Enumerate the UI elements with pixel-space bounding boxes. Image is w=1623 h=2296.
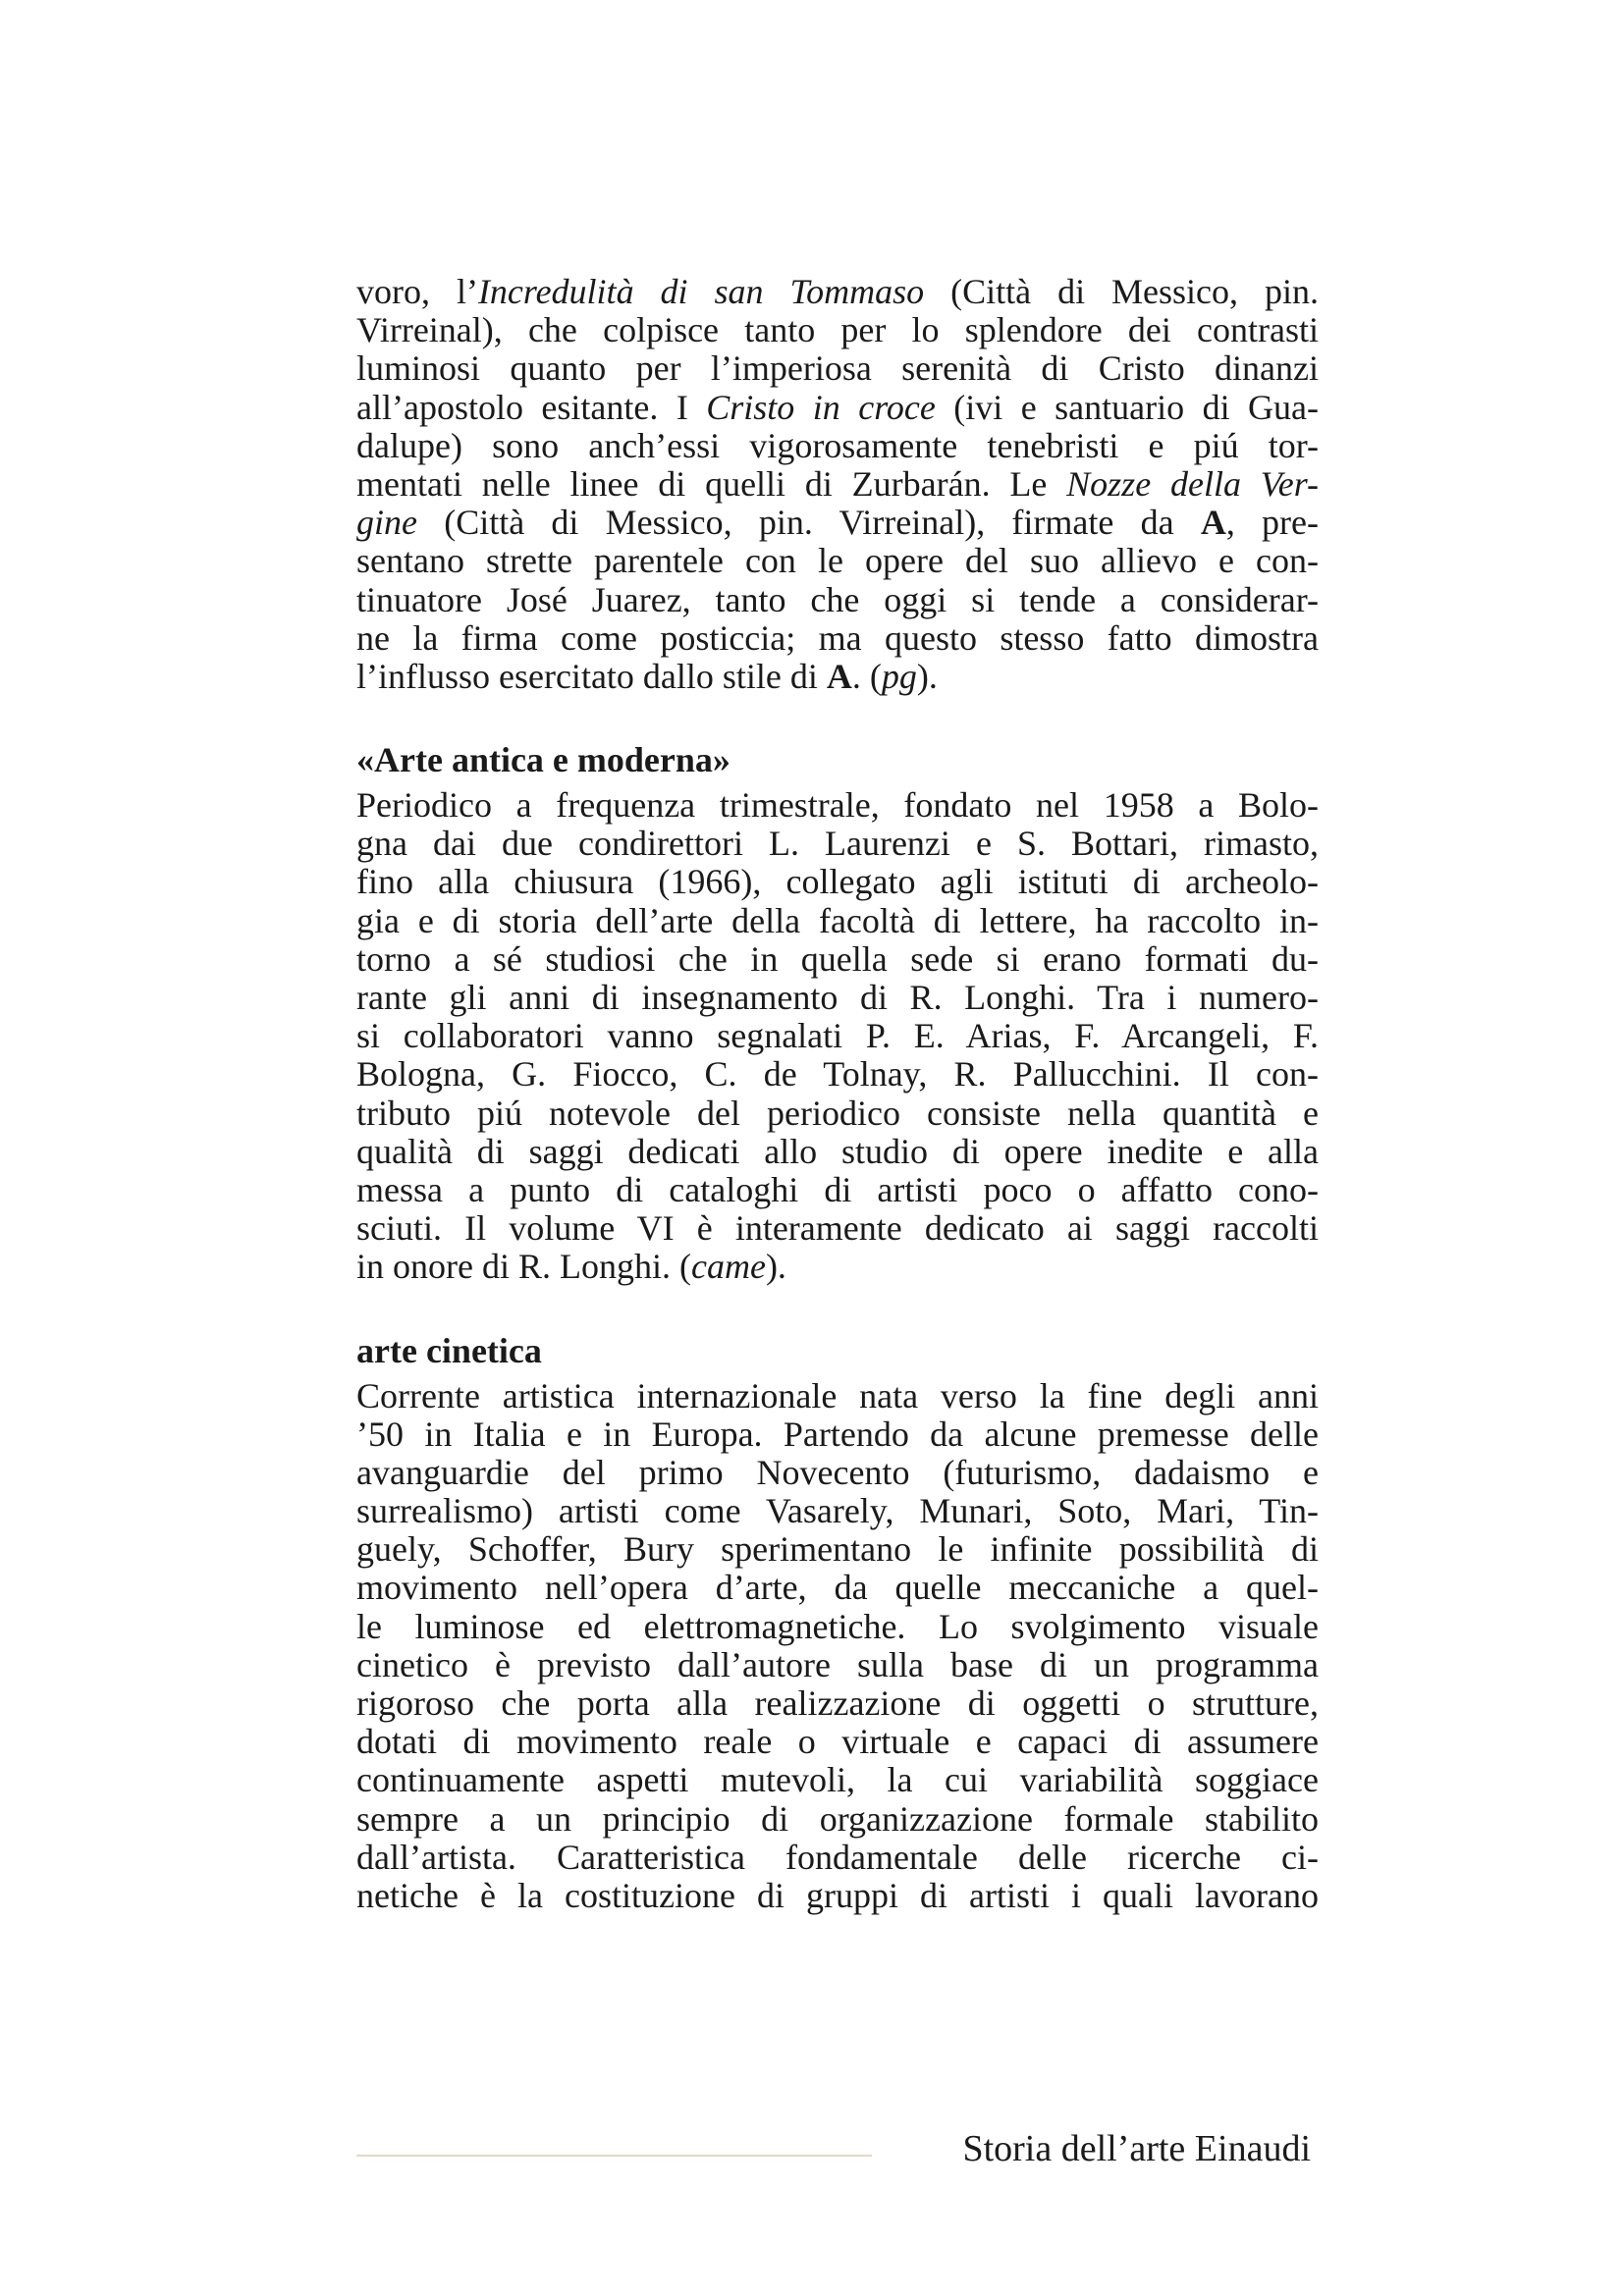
text-run: l’influsso esercitato dallo stile di (356, 656, 827, 696)
text-line: dall’artista. Caratteristica fondamentale delle ricerche ci- (356, 1837, 1319, 1877)
entry-paragraph (356, 1377, 1319, 1916)
text-line: gia e di storia dell’arte della facoltà di lettere, ha raccolto in- (356, 900, 1319, 940)
author-initials: came (690, 1247, 766, 1287)
text-line: Virreinal), che colpisce tanto per lo splendore dei contrasti (356, 310, 1319, 350)
text-line (356, 273, 1319, 311)
text-line: sentano strette parentele con le opere del suo allievo e con- (356, 541, 1319, 581)
text-line: gna dai due condirettori L. Laurenzi e S. Bottari, rimasto, (356, 824, 1319, 864)
footer-rule (356, 2155, 872, 2157)
text-line: ’50 in Italia e in Europa. Partendo da alcune premesse delle (356, 1414, 1319, 1454)
text-run: (ivi e santuario di Gua- (935, 387, 1319, 427)
text-line: movimento nell’opera d’arte, da quelle meccaniche a quel- (356, 1568, 1319, 1608)
text-run: mentati nelle linee di quelli di Zurbarán. Le (356, 463, 1067, 504)
footer-publication-title: Storia dell’arte Einaudi (962, 2128, 1311, 2169)
text-line: dotati di movimento reale o virtuale e capaci di assumere (356, 1722, 1319, 1762)
text-run: ). (916, 656, 938, 696)
entry-paragraph (356, 786, 1319, 1286)
text-run: ). (765, 1247, 786, 1287)
text-line: Bologna, G. Fiocco, C. de Tolnay, R. Pallucchini. Il con- (356, 1054, 1319, 1095)
author-initials: pg (881, 656, 917, 696)
page-body (356, 273, 1319, 1915)
text-line: Periodico a frequenza trimestrale, fondato nel 1958 a Bolo- (356, 785, 1319, 826)
text-line: rigoroso che porta alla realizzazione di oggetti o strutture, (356, 1683, 1319, 1723)
text-line: tinuatore José Juarez, tanto che oggi si tende a considerar- (356, 579, 1319, 619)
text-line: sciuti. Il volume VI è interamente dedicato ai saggi raccolti (356, 1208, 1319, 1249)
text-line (356, 504, 1319, 542)
text-line: Corrente artistica internazionale nata verso la fine degli anni (356, 1375, 1319, 1415)
text-line: messa a punto di cataloghi di artisti poco o affatto cono- (356, 1169, 1319, 1209)
entry-title: arte cinetica (356, 1330, 542, 1370)
text-run: all’apostolo esitante. I (356, 387, 707, 427)
text-line: torno a sé studiosi che in quella sede si erano formati du- (356, 938, 1319, 979)
text-line: tributo piú notevole del periodico consiste nella quantità e (356, 1093, 1319, 1133)
entry-continuation-paragraph (356, 273, 1319, 696)
text-line: cinetico è previsto dall’autore sulla base di un programma (356, 1644, 1319, 1684)
text-line (356, 389, 1319, 427)
text-line: guely, Schoffer, Bury sperimentano le infinite possibilità di (356, 1529, 1319, 1570)
text-run: . ( (851, 656, 882, 696)
text-run: in onore di R. Longhi. ( (356, 1247, 691, 1287)
text-line: continuamente aspetti mutevoli, la cui variabilità soggiace (356, 1760, 1319, 1800)
text-line: ne la firma come posticcia; ma questo stesso fatto dimostra (356, 617, 1319, 658)
bold-abbreviation: A (1200, 503, 1226, 543)
text-line: fino alla chiusura (1966), collegato agli istituti di archeolo- (356, 862, 1319, 902)
text-line: sempre a un principio di organizzazione formale stabilito (356, 1798, 1319, 1839)
italic-title: Incredulità di san Tommaso (477, 272, 925, 311)
text-line: netiche è la costituzione di gruppi di artisti i quali lavorano (356, 1875, 1319, 1915)
text-run: (Città di Messico, pin. Virreinal), firmate da (416, 503, 1201, 543)
text-line: le luminose ed elettromagnetiche. Lo svolgimento visuale (356, 1606, 1319, 1646)
text-run: , pre- (1225, 503, 1319, 543)
text-run: voro, l’ (356, 272, 478, 311)
text-run: (Città di Messico, pin. (924, 272, 1319, 311)
text-line: surrealismo) artisti come Vasarely, Munari, Soto, Mari, Tin- (356, 1491, 1319, 1531)
text-line (356, 465, 1319, 504)
text-line: qualità di saggi dedicati allo studio di opere inedite e alla (356, 1131, 1319, 1171)
text-line (356, 658, 1319, 696)
text-line: luminosi quanto per l’imperiosa serenità di Cristo dinanzi (356, 348, 1319, 389)
entry-title: «Arte antica e moderna» (356, 740, 730, 780)
text-line (356, 1248, 1319, 1286)
text-line: avanguardie del primo Novecento (futurismo, dadaismo e (356, 1452, 1319, 1492)
italic-title: Nozze della Ver- (1066, 463, 1319, 504)
italic-title: Cristo in croce (706, 387, 936, 427)
text-line: rante gli anni di insegnamento di R. Longhi. Tra i numero- (356, 978, 1319, 1017)
text-line: si collaboratori vanno segnalati P. E. Arias, F. Arcangeli, F. (356, 1016, 1319, 1056)
text-line: dalupe) sono anch’essi vigorosamente tenebristi e piú tor- (356, 425, 1319, 465)
italic-title: gine (356, 503, 417, 543)
bold-abbreviation: A (826, 656, 852, 696)
